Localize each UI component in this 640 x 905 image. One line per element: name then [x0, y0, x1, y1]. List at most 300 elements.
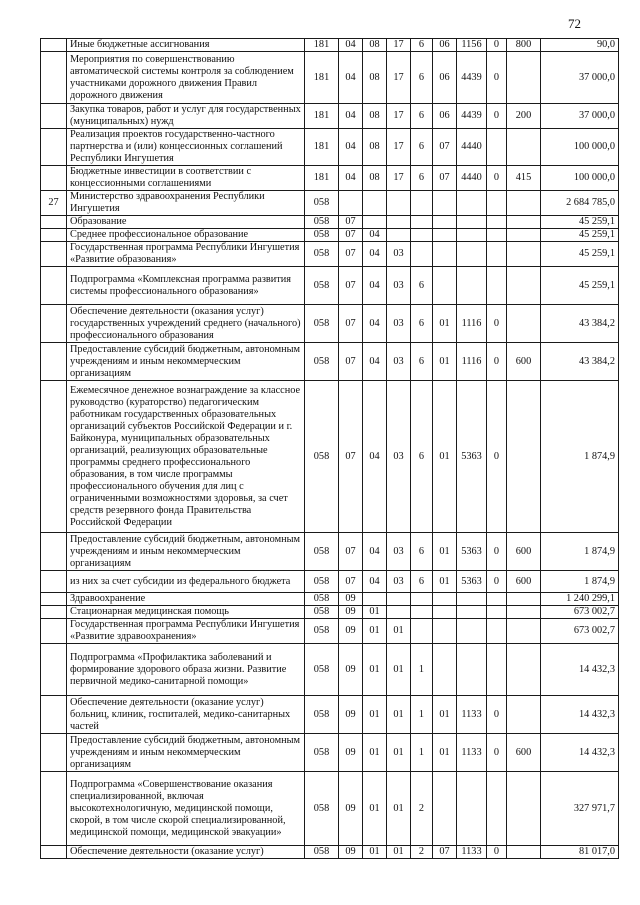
- row-code: 01: [433, 533, 457, 571]
- row-amount: 14 432,3: [541, 696, 619, 734]
- row-code: 181: [305, 52, 339, 104]
- row-code: 058: [305, 229, 339, 242]
- row-code: [507, 129, 541, 166]
- row-code: 1: [411, 734, 433, 772]
- row-code: [487, 229, 507, 242]
- row-code: [507, 772, 541, 846]
- row-code: 181: [305, 129, 339, 166]
- row-code: 058: [305, 571, 339, 593]
- row-code: 04: [339, 166, 363, 191]
- row-code: [411, 191, 433, 216]
- row-code: 09: [339, 593, 363, 606]
- row-code: 04: [339, 129, 363, 166]
- row-code: 6: [411, 305, 433, 343]
- row-code: [387, 191, 411, 216]
- row-code: 6: [411, 267, 433, 305]
- row-code: 0: [487, 846, 507, 859]
- row-code: 01: [433, 305, 457, 343]
- row-code: 01: [363, 696, 387, 734]
- row-code: 058: [305, 734, 339, 772]
- row-code: 058: [305, 267, 339, 305]
- row-number: [41, 571, 67, 593]
- row-code: 07: [339, 229, 363, 242]
- row-code: 01: [387, 772, 411, 846]
- row-code: [507, 191, 541, 216]
- row-number: [41, 129, 67, 166]
- row-code: 09: [339, 734, 363, 772]
- row-number: [41, 696, 67, 734]
- row-code: [487, 129, 507, 166]
- row-amount: 1 240 299,1: [541, 593, 619, 606]
- row-code: [507, 696, 541, 734]
- row-amount: 45 259,1: [541, 216, 619, 229]
- row-code: 04: [363, 533, 387, 571]
- row-name: Предоставление субсидий бюджетным, автономным учреждениям и иным некоммерческим организациям: [67, 533, 305, 571]
- row-number: [41, 644, 67, 696]
- row-number: [41, 216, 67, 229]
- row-name: Здравоохранение: [67, 593, 305, 606]
- row-code: [457, 606, 487, 619]
- row-code: [487, 267, 507, 305]
- row-code: 01: [433, 734, 457, 772]
- row-code: [433, 593, 457, 606]
- row-code: [457, 216, 487, 229]
- row-code: 058: [305, 343, 339, 381]
- row-code: [363, 191, 387, 216]
- row-code: 06: [433, 52, 457, 104]
- row-code: 07: [339, 305, 363, 343]
- row-code: 0: [487, 734, 507, 772]
- budget-table-body: [41, 39, 619, 859]
- row-code: 0: [487, 52, 507, 104]
- page-number: 72: [568, 16, 581, 31]
- row-code: 600: [507, 734, 541, 772]
- row-name: Предоставление субсидий бюджетным, автономным учреждениям и иным некоммерческим организациям: [67, 343, 305, 381]
- row-code: 01: [363, 846, 387, 859]
- row-code: 04: [363, 571, 387, 593]
- row-code: 04: [363, 267, 387, 305]
- row-code: [507, 619, 541, 644]
- row-code: 09: [339, 696, 363, 734]
- row-code: 5363: [457, 571, 487, 593]
- row-number: [41, 343, 67, 381]
- row-number: [41, 242, 67, 267]
- row-code: 03: [387, 267, 411, 305]
- row-code: 058: [305, 772, 339, 846]
- row-code: 06: [433, 104, 457, 129]
- row-code: 08: [363, 104, 387, 129]
- row-amount: 100 000,0: [541, 129, 619, 166]
- row-code: 01: [433, 696, 457, 734]
- row-code: 08: [363, 52, 387, 104]
- table-row: [41, 734, 619, 772]
- row-code: [457, 619, 487, 644]
- row-code: [507, 593, 541, 606]
- table-row: [41, 343, 619, 381]
- row-code: 01: [363, 734, 387, 772]
- table-row: [41, 216, 619, 229]
- row-name: Подпрограмма «Совершенствование оказания специализированной, включая высокотехнологичную, медицинской помощи, скорой, в том числе скорой специализированной, медицинской помощи, медицинской эвакуации»: [67, 772, 305, 846]
- row-code: 4440: [457, 166, 487, 191]
- row-amount: 1 874,9: [541, 533, 619, 571]
- row-code: [411, 216, 433, 229]
- row-code: 03: [387, 381, 411, 533]
- row-code: 6: [411, 381, 433, 533]
- row-name: Предоставление субсидий бюджетным, автономным учреждениям и иным некоммерческим организациям: [67, 734, 305, 772]
- row-code: 1133: [457, 846, 487, 859]
- row-code: 6: [411, 533, 433, 571]
- row-amount: 45 259,1: [541, 242, 619, 267]
- table-row: [41, 846, 619, 859]
- row-amount: 43 384,2: [541, 305, 619, 343]
- row-code: 09: [339, 772, 363, 846]
- row-code: [363, 216, 387, 229]
- table-row: [41, 242, 619, 267]
- row-name: Мероприятия по совершенствованию автоматической системы контроля за соблюдением участниками дорожного движения Правил дорожного движения: [67, 52, 305, 104]
- row-code: 04: [339, 104, 363, 129]
- row-code: 1156: [457, 39, 487, 52]
- row-code: 07: [339, 242, 363, 267]
- row-name: Подпрограмма «Комплексная программа развития системы профессионального образования»: [67, 267, 305, 305]
- table-row: [41, 229, 619, 242]
- row-code: 01: [363, 772, 387, 846]
- row-code: 058: [305, 216, 339, 229]
- row-code: [387, 229, 411, 242]
- row-number: [41, 772, 67, 846]
- row-code: 058: [305, 305, 339, 343]
- row-code: [433, 644, 457, 696]
- row-amount: 673 002,7: [541, 619, 619, 644]
- row-code: [433, 267, 457, 305]
- table-row: [41, 191, 619, 216]
- row-code: 058: [305, 606, 339, 619]
- row-name: Иные бюджетные ассигнования: [67, 39, 305, 52]
- row-code: 0: [487, 104, 507, 129]
- row-amount: 45 259,1: [541, 267, 619, 305]
- row-code: [433, 772, 457, 846]
- table-row: [41, 129, 619, 166]
- row-code: 03: [387, 533, 411, 571]
- row-code: 08: [363, 129, 387, 166]
- budget-table: [40, 38, 619, 859]
- row-code: 07: [433, 166, 457, 191]
- row-code: 01: [433, 343, 457, 381]
- row-code: [507, 644, 541, 696]
- row-code: [339, 191, 363, 216]
- row-number: [41, 52, 67, 104]
- row-name: Закупка товаров, работ и услуг для государственных (муниципальных) нужд: [67, 104, 305, 129]
- row-number: [41, 533, 67, 571]
- row-code: 01: [433, 381, 457, 533]
- row-amount: 14 432,3: [541, 644, 619, 696]
- row-number: [41, 229, 67, 242]
- row-code: 09: [339, 846, 363, 859]
- row-code: 600: [507, 533, 541, 571]
- row-code: [411, 229, 433, 242]
- row-code: [487, 619, 507, 644]
- row-code: [457, 772, 487, 846]
- row-code: [433, 619, 457, 644]
- row-code: [487, 644, 507, 696]
- row-number: [41, 734, 67, 772]
- table-row: [41, 571, 619, 593]
- row-amount: 45 259,1: [541, 229, 619, 242]
- row-code: 04: [363, 242, 387, 267]
- row-code: 600: [507, 571, 541, 593]
- row-code: 058: [305, 242, 339, 267]
- row-code: 01: [433, 571, 457, 593]
- table-row: [41, 305, 619, 343]
- row-code: [507, 216, 541, 229]
- row-code: 058: [305, 696, 339, 734]
- row-code: 04: [339, 39, 363, 52]
- row-amount: 2 684 785,0: [541, 191, 619, 216]
- table-row: [41, 267, 619, 305]
- row-number: [41, 39, 67, 52]
- row-code: 01: [387, 846, 411, 859]
- table-row: [41, 39, 619, 52]
- row-code: 6: [411, 129, 433, 166]
- row-code: 6: [411, 166, 433, 191]
- row-code: 058: [305, 381, 339, 533]
- row-amount: 37 000,0: [541, 52, 619, 104]
- row-code: 1116: [457, 305, 487, 343]
- row-code: 09: [339, 619, 363, 644]
- row-code: 07: [433, 846, 457, 859]
- row-code: 17: [387, 104, 411, 129]
- row-code: [487, 772, 507, 846]
- row-name: Обеспечение деятельности (оказание услуг): [67, 846, 305, 859]
- row-code: 6: [411, 571, 433, 593]
- table-row: [41, 104, 619, 129]
- row-code: 0: [487, 343, 507, 381]
- row-code: [457, 191, 487, 216]
- table-row: [41, 381, 619, 533]
- row-number: 27: [41, 191, 67, 216]
- row-code: 6: [411, 104, 433, 129]
- row-number: [41, 846, 67, 859]
- row-code: [457, 644, 487, 696]
- table-row: [41, 619, 619, 644]
- row-code: 08: [363, 166, 387, 191]
- row-code: [457, 267, 487, 305]
- row-code: 0: [487, 166, 507, 191]
- row-code: [411, 606, 433, 619]
- row-code: [507, 52, 541, 104]
- row-name: Бюджетные инвестиции в соответствии с концессионными соглашениями: [67, 166, 305, 191]
- row-name: Государственная программа Республики Ингушетия «Развитие образования»: [67, 242, 305, 267]
- row-code: 200: [507, 104, 541, 129]
- row-code: 01: [387, 644, 411, 696]
- row-code: [487, 242, 507, 267]
- row-code: [507, 267, 541, 305]
- table-row: [41, 533, 619, 571]
- row-code: 058: [305, 191, 339, 216]
- row-amount: 1 874,9: [541, 571, 619, 593]
- row-number: [41, 104, 67, 129]
- row-code: 04: [363, 343, 387, 381]
- row-code: [433, 191, 457, 216]
- row-code: 1: [411, 696, 433, 734]
- row-code: [507, 606, 541, 619]
- row-code: 0: [487, 39, 507, 52]
- row-code: 0: [487, 571, 507, 593]
- row-name: Обеспечение деятельности (оказания услуг) государственных учреждений среднего (начального) профессионального образования: [67, 305, 305, 343]
- row-number: [41, 166, 67, 191]
- row-code: 0: [487, 533, 507, 571]
- row-code: [507, 229, 541, 242]
- row-code: 03: [387, 305, 411, 343]
- row-number: [41, 305, 67, 343]
- row-code: 6: [411, 343, 433, 381]
- row-code: 5363: [457, 533, 487, 571]
- row-code: 03: [387, 343, 411, 381]
- row-code: 1: [411, 644, 433, 696]
- row-amount: 14 432,3: [541, 734, 619, 772]
- row-amount: 100 000,0: [541, 166, 619, 191]
- row-name: Подпрограмма «Профилактика заболеваний и формирование здорового образа жизни. Развитие первичной медико-санитарной помощи»: [67, 644, 305, 696]
- row-code: 181: [305, 166, 339, 191]
- table-row: [41, 606, 619, 619]
- row-code: [433, 216, 457, 229]
- row-code: 0: [487, 305, 507, 343]
- table-row: [41, 696, 619, 734]
- table-row: [41, 52, 619, 104]
- row-code: 09: [339, 606, 363, 619]
- table-row: [41, 772, 619, 846]
- row-name: Ежемесячное денежное вознаграждение за классное руководство (кураторство) педагогическим работникам государственных образовательных организаций субъектов Российской Федерации и г. Байконура, муниципальных образовательных организаций, реализующих образовательные программы среднего профессионального образования, в том числе программы профессионального обучения для лиц с ограниченными возможностями здоровья, за счет средств резервного фонда Правительства Российской Федерации: [67, 381, 305, 533]
- row-number: [41, 619, 67, 644]
- row-code: 03: [387, 571, 411, 593]
- row-code: 04: [363, 381, 387, 533]
- table-row: [41, 644, 619, 696]
- row-code: 4440: [457, 129, 487, 166]
- row-code: 6: [411, 52, 433, 104]
- row-code: 17: [387, 39, 411, 52]
- row-amount: 673 002,7: [541, 606, 619, 619]
- row-code: [507, 242, 541, 267]
- table-row: [41, 166, 619, 191]
- row-code: [487, 606, 507, 619]
- row-name: Государственная программа Республики Ингушетия «Развитие здравоохранения»: [67, 619, 305, 644]
- row-number: [41, 593, 67, 606]
- row-code: 01: [363, 619, 387, 644]
- row-code: 07: [339, 533, 363, 571]
- row-name: Обеспечение деятельности (оказание услуг) больниц, клиник, госпиталей, медико-санитарных частей: [67, 696, 305, 734]
- row-amount: 43 384,2: [541, 343, 619, 381]
- row-code: 17: [387, 52, 411, 104]
- row-code: [387, 593, 411, 606]
- row-name: Министерство здравоохранения Республики Ингушетия: [67, 191, 305, 216]
- row-number: [41, 606, 67, 619]
- row-amount: 90,0: [541, 39, 619, 52]
- row-code: [457, 242, 487, 267]
- row-code: 01: [387, 619, 411, 644]
- row-name: Стационарная медицинская помощь: [67, 606, 305, 619]
- row-code: 07: [339, 216, 363, 229]
- row-name: Реализация проектов государственно-частного партнерства и (или) концессионных соглашений Республики Ингушетия: [67, 129, 305, 166]
- row-number: [41, 267, 67, 305]
- row-code: [507, 305, 541, 343]
- row-code: 01: [363, 644, 387, 696]
- row-code: [487, 191, 507, 216]
- row-code: 181: [305, 104, 339, 129]
- row-code: 6: [411, 39, 433, 52]
- row-code: [457, 229, 487, 242]
- row-code: [433, 242, 457, 267]
- row-code: [411, 593, 433, 606]
- row-number: [41, 381, 67, 533]
- row-code: [507, 381, 541, 533]
- row-code: 03: [387, 242, 411, 267]
- row-code: 07: [339, 381, 363, 533]
- row-code: 415: [507, 166, 541, 191]
- row-name: Среднее профессиональное образование: [67, 229, 305, 242]
- row-amount: 1 874,9: [541, 381, 619, 533]
- row-code: 2: [411, 772, 433, 846]
- row-code: 09: [339, 644, 363, 696]
- row-amount: 37 000,0: [541, 104, 619, 129]
- row-code: [387, 216, 411, 229]
- table-row: [41, 593, 619, 606]
- row-code: 600: [507, 343, 541, 381]
- row-code: [363, 593, 387, 606]
- row-code: 058: [305, 533, 339, 571]
- row-code: 0: [487, 381, 507, 533]
- row-code: [387, 606, 411, 619]
- row-amount: 327 971,7: [541, 772, 619, 846]
- row-code: 17: [387, 129, 411, 166]
- row-code: 058: [305, 593, 339, 606]
- row-code: 4439: [457, 104, 487, 129]
- row-code: 2: [411, 846, 433, 859]
- row-code: 4439: [457, 52, 487, 104]
- row-code: [507, 846, 541, 859]
- row-code: 800: [507, 39, 541, 52]
- row-code: 01: [387, 734, 411, 772]
- row-code: 058: [305, 619, 339, 644]
- row-code: 5363: [457, 381, 487, 533]
- row-code: 04: [339, 52, 363, 104]
- row-code: 07: [339, 343, 363, 381]
- row-code: 08: [363, 39, 387, 52]
- row-code: 1116: [457, 343, 487, 381]
- row-name: Образование: [67, 216, 305, 229]
- row-code: [411, 242, 433, 267]
- row-code: [457, 593, 487, 606]
- row-name: из них за счет субсидии из федерального бюджета: [67, 571, 305, 593]
- row-code: 058: [305, 846, 339, 859]
- row-code: [487, 216, 507, 229]
- row-code: 1133: [457, 734, 487, 772]
- row-code: [411, 619, 433, 644]
- row-code: 17: [387, 166, 411, 191]
- row-code: 1133: [457, 696, 487, 734]
- row-code: 07: [339, 267, 363, 305]
- row-code: [433, 606, 457, 619]
- row-code: 06: [433, 39, 457, 52]
- row-code: 181: [305, 39, 339, 52]
- row-code: 01: [387, 696, 411, 734]
- row-code: 07: [339, 571, 363, 593]
- row-code: [487, 593, 507, 606]
- row-code: 058: [305, 644, 339, 696]
- row-code: [433, 229, 457, 242]
- row-code: 01: [363, 606, 387, 619]
- row-code: 04: [363, 229, 387, 242]
- row-code: 04: [363, 305, 387, 343]
- row-code: 07: [433, 129, 457, 166]
